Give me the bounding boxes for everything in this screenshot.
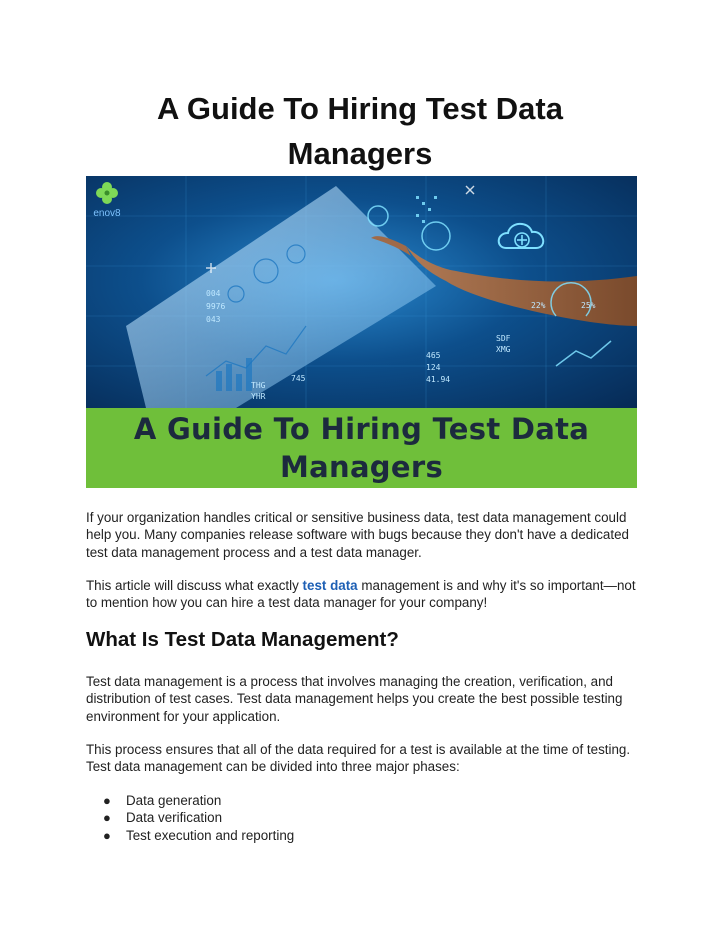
bullet-icon: ●	[103, 793, 111, 808]
svg-text:THG: THG	[251, 381, 266, 390]
test-data-link[interactable]: test data	[302, 578, 358, 593]
intro-paragraph-2-text-start: This article will discuss what exactly	[86, 578, 303, 593]
section-heading: What Is Test Data Management?	[86, 628, 399, 651]
bullet-icon: ●	[103, 827, 111, 843]
svg-text:004: 004	[206, 289, 221, 298]
data-dashboard-illustration	[86, 176, 637, 408]
intro-paragraph-1: If your organization handles critical or sensitive business data, test data management could help you. Many companies release software with bugs because they don't have a dedicated test data management process and a test data manager.	[86, 510, 629, 560]
bullet-icon: ●	[103, 810, 111, 826]
svg-text:YHR: YHR	[251, 392, 266, 401]
svg-text:SDF: SDF	[496, 334, 511, 343]
intro-paragraph-2-text-end: management is and why it's so important—not to mention how you can hire a test data manager for your company!	[86, 578, 636, 611]
svg-text:22%: 22%	[531, 301, 546, 310]
document-title: A Guide To Hiring Test Data Managers	[157, 91, 563, 171]
phases-list	[86, 792, 294, 844]
banner-line-2: Managers	[279, 450, 444, 484]
svg-text:25%: 25%	[581, 301, 596, 310]
enov8-logo	[90, 180, 124, 219]
section-paragraph-2: This process ensures that all of the data required for a test is available at the time of testing. Test data management can be divided into three major phases:	[86, 742, 631, 775]
list-item	[86, 827, 294, 844]
banner-line-1: A Guide To Hiring Test Data	[133, 412, 590, 446]
hero-banner	[86, 408, 637, 488]
intro-paragraph-2	[86, 577, 646, 612]
svg-text:41.94: 41.94	[426, 375, 451, 384]
hero-image	[86, 176, 637, 488]
list-item-text: Data verification	[126, 810, 223, 826]
svg-text:9976: 9976	[206, 302, 226, 311]
svg-text:465: 465	[426, 351, 441, 360]
list-item	[86, 792, 294, 809]
list-item-text: Test execution and reporting	[126, 827, 295, 843]
svg-text:XMG: XMG	[496, 345, 511, 354]
section-paragraph-1: Test data management is a process that involves managing the creation, verification, and distribution of test cases. Test data management helps you create the best possible testing environment for your application.	[86, 674, 623, 724]
hero-illustration	[86, 176, 637, 408]
list-item	[86, 809, 294, 826]
svg-text:043: 043	[206, 315, 221, 324]
logo-text: enov8	[93, 208, 121, 219]
svg-text:745: 745	[291, 374, 306, 383]
svg-text:124: 124	[426, 363, 441, 372]
list-item-text: Data generation	[126, 793, 222, 808]
clover-logo-icon	[94, 180, 120, 206]
